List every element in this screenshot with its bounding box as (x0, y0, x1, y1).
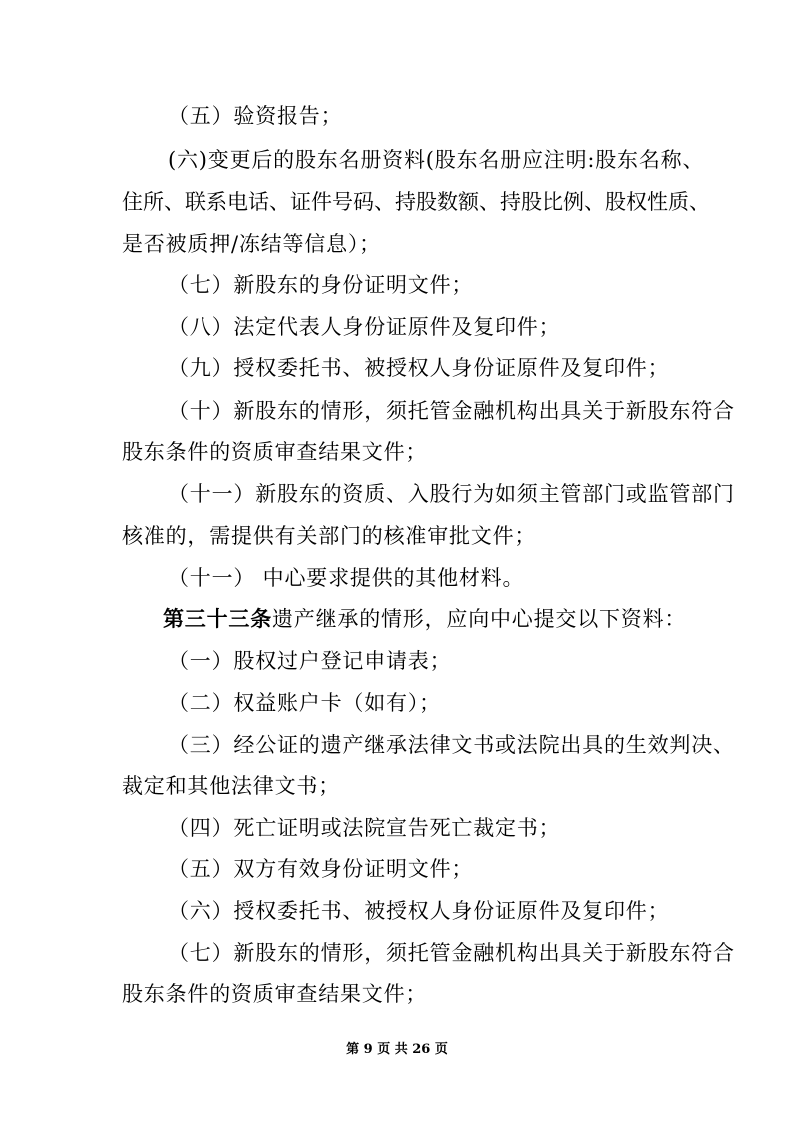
list-item: （一）股权过户登记申请表； (168, 649, 452, 673)
list-item: （六）授权委托书、被授权人身份证原件及复印件； (168, 899, 670, 923)
list-item-continuation: 是否被质押/冻结等信息）； (122, 232, 381, 256)
list-item: （四）死亡证明或法院宣告死亡裁定书； (168, 816, 561, 840)
list-item: （五）验资报告； (168, 104, 343, 128)
list-item-continuation: 裁定和其他法律文书； (122, 774, 340, 798)
list-item: （二）权益账户卡（如有）； (168, 691, 441, 715)
article-text: 遗产继承的情形，应向中心提交以下资料： (272, 607, 687, 631)
list-item: （三）经公证的遗产继承法律文书或法院出具的生效判决、 (168, 733, 735, 757)
article-paragraph (163, 604, 686, 634)
list-item: （五）双方有效身份证明文件； (168, 857, 474, 881)
page-number: 第 9 页 共 26 页 (346, 1042, 448, 1057)
list-item: （十）新股东的情形，须托管金融机构出具关于新股东符合 (168, 399, 735, 423)
list-item-continuation: 股东条件的资质审查结果文件； (122, 440, 428, 464)
list-item: （八）法定代表人身份证原件及复印件； (168, 315, 561, 339)
list-item: （十一） 中心要求提供的其他材料。 (168, 566, 525, 590)
list-item: （七）新股东的情形，须托管金融机构出具关于新股东符合 (168, 941, 735, 965)
list-item: （十一）新股东的资质、入股行为如须主管部门或监管部门 (168, 482, 735, 506)
list-item-continuation: 住 所 、 联 系 电 话 、 证 件 号 码 、 持 股 数 额 、 持 股 比 例 、 股 权 性 质 、 (122, 190, 710, 214)
list-item: （九）授权委托书、被授权人身份证原件及复印件； (168, 356, 670, 380)
list-item-continuation: 股东条件的资质审查结果文件； (122, 982, 428, 1006)
list-item: （七）新股东的身份证明文件； (168, 273, 474, 297)
article-heading: 第三十三条 (163, 607, 272, 631)
list-item-continuation: 核准的，需提供有关部门的核准审批文件； (122, 524, 537, 548)
list-item: (六)变更后的股东名册资料(股东名册应注明:股东名称、 (168, 148, 705, 172)
